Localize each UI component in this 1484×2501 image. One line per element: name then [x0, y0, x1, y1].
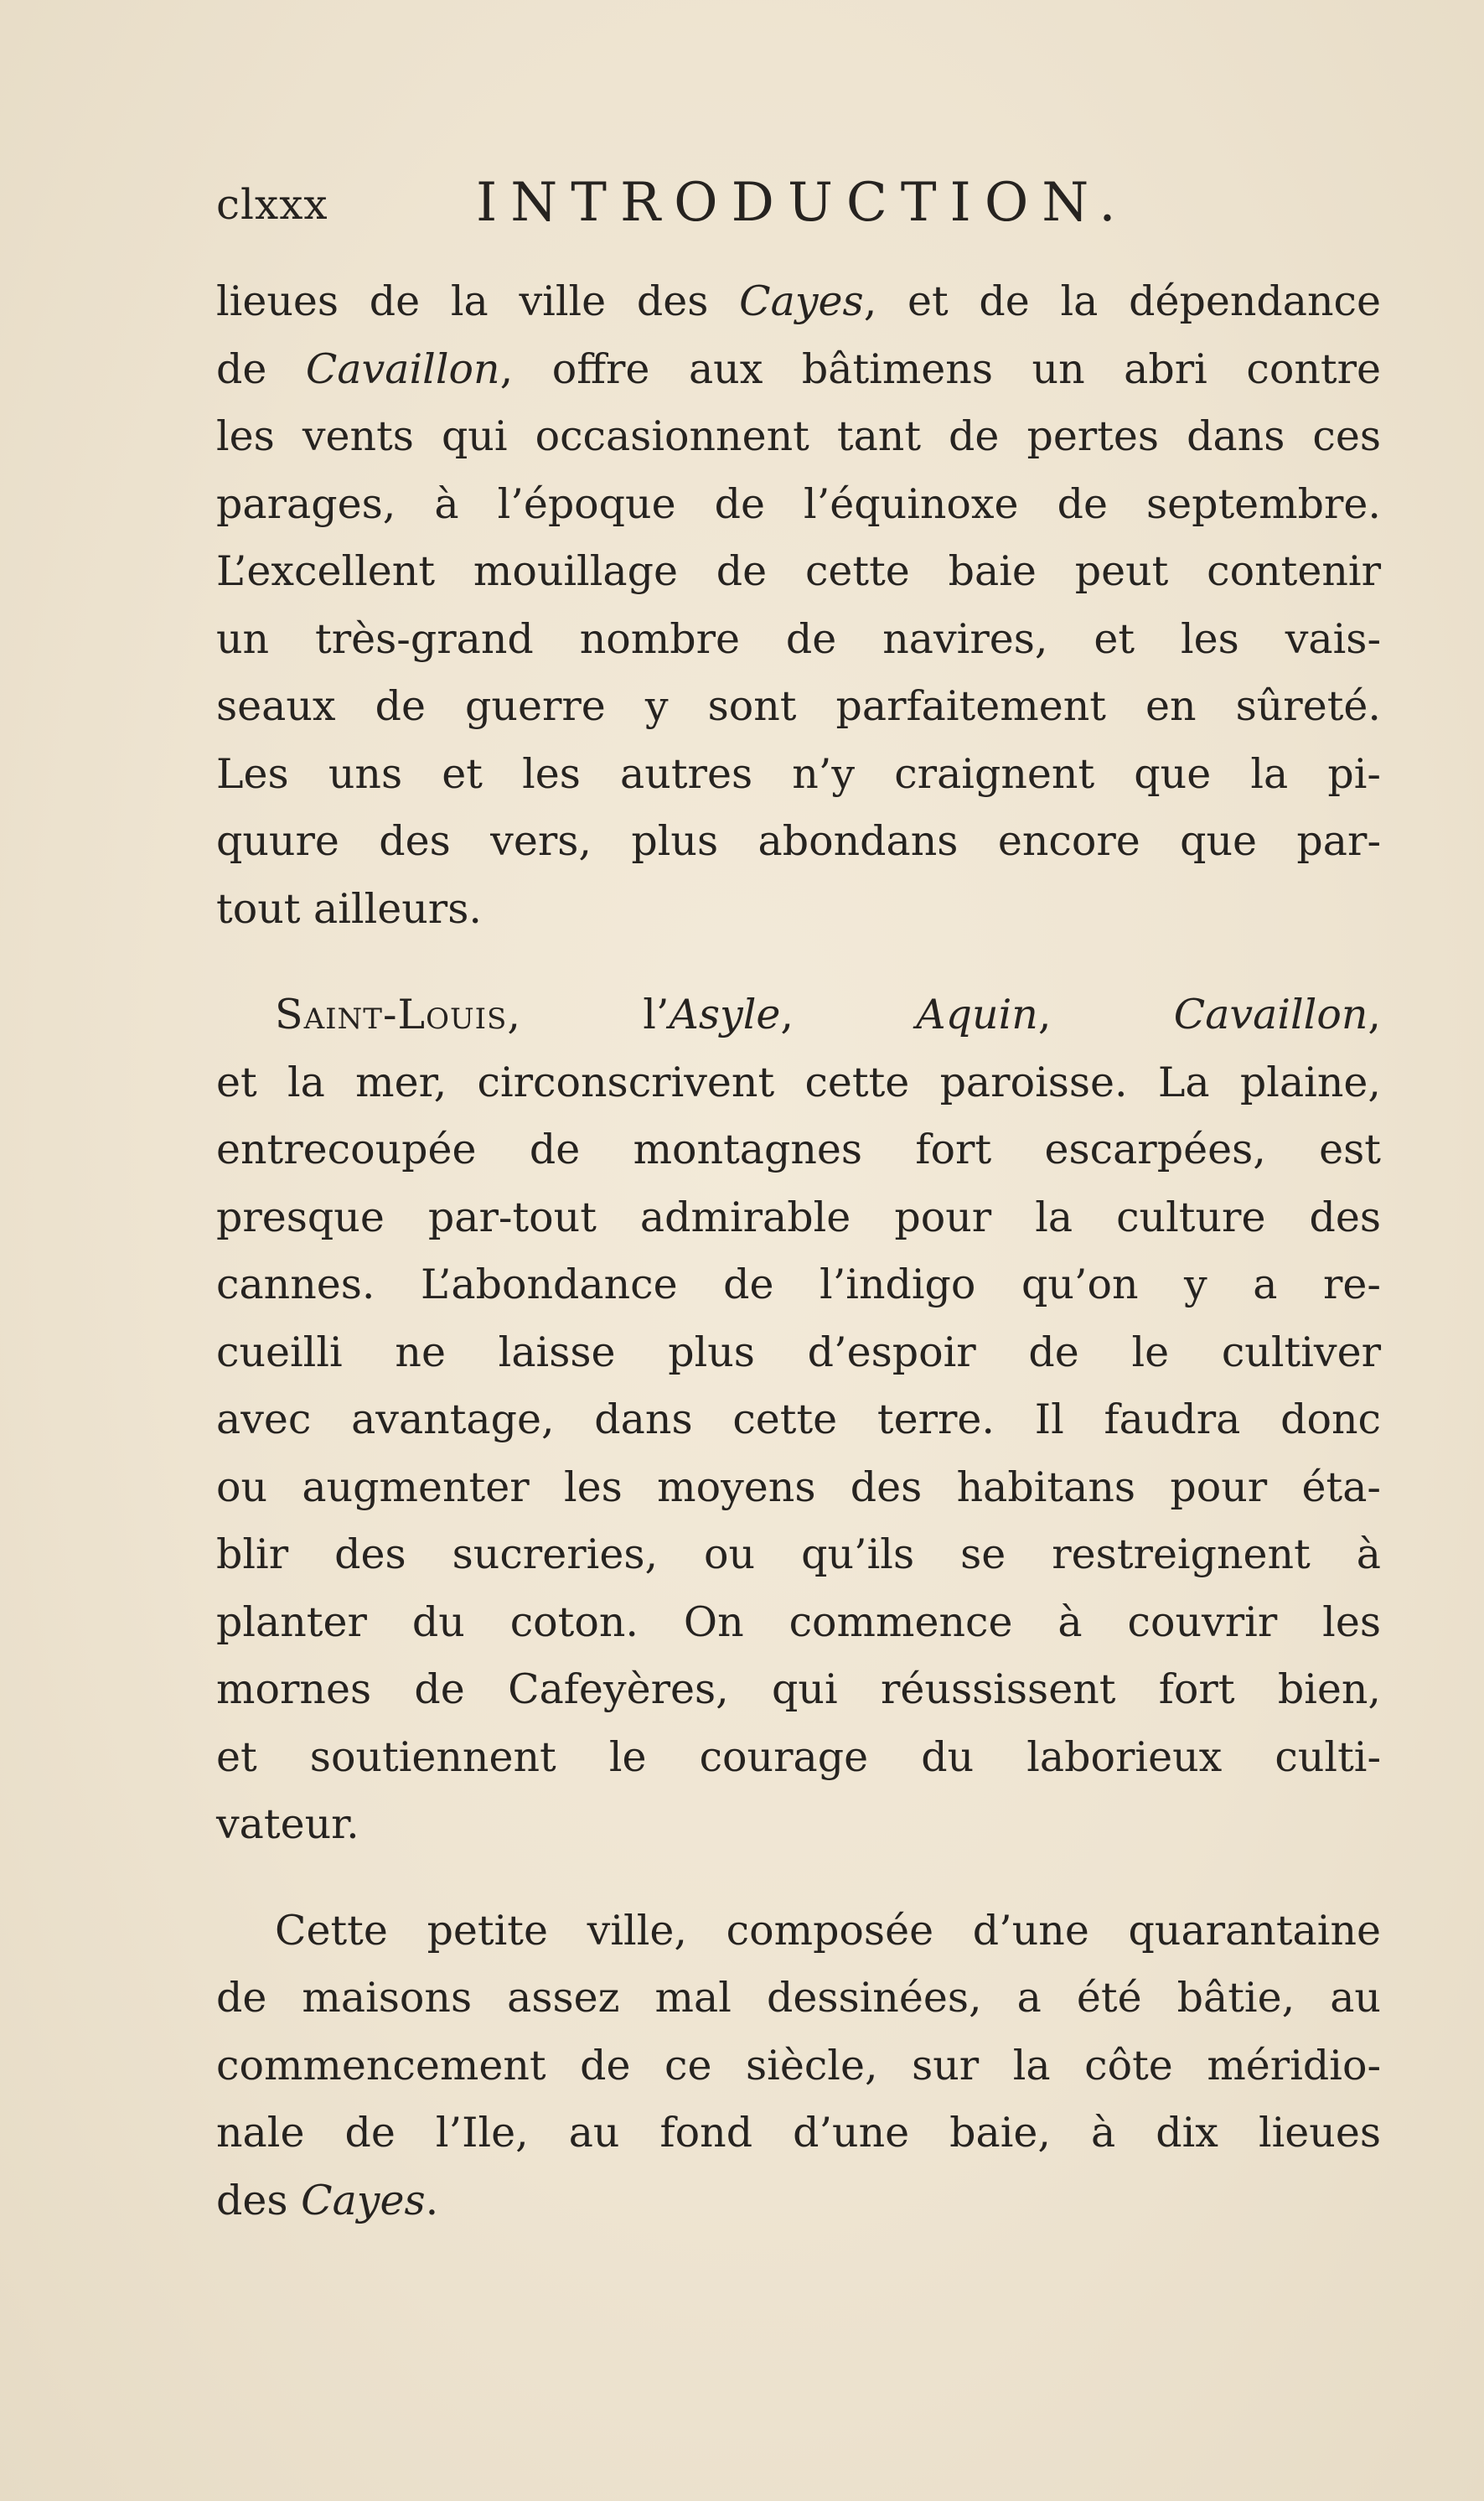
page-header — [216, 172, 1322, 239]
text-line: et la mer, circonscrivent cette paroisse. La plaine, — [216, 1058, 1381, 1106]
page-number: clxxx — [216, 180, 328, 229]
text-line: mornes de Cafeyères, qui réussissent fort bien, — [216, 1665, 1381, 1713]
paragraph-1 — [216, 268, 1381, 943]
text-line: seaux de guerre y sont parfaitement en sûreté. — [216, 682, 1381, 730]
text-line: commencement de ce siècle, sur la côte méridio- — [216, 2041, 1381, 2089]
running-title: INTRODUCTION. — [476, 172, 1130, 234]
text-line: blir des sucreries, ou qu’ils se restreignent à — [216, 1530, 1381, 1578]
italic-place-name: Aquin — [916, 991, 1038, 1038]
italic-place-name: Cavaillon — [1173, 991, 1368, 1038]
text-line: de maisons assez mal dessinées, a été bâtie, au — [216, 1974, 1381, 2022]
paragraph-gap — [216, 943, 1381, 981]
text-body — [216, 268, 1381, 2234]
text-line: planter du coton. On commence à couvrir les — [216, 1597, 1381, 1646]
text-run: , offre aux bâtimens un abri contre — [499, 344, 1381, 393]
text-run: , — [1368, 991, 1381, 1038]
text-line: vateur. — [216, 1800, 359, 1848]
text-line — [216, 2167, 1381, 2235]
text-run: , et de la dépendance — [863, 277, 1381, 325]
text-line: un très-grand nombre de navires, et les vais- — [216, 614, 1381, 663]
small-caps-place-name: Saint-Louis — [275, 991, 508, 1038]
italic-place-name: Cavaillon — [305, 344, 500, 393]
text-run: de — [216, 344, 306, 393]
italic-place-name: Cayes — [301, 2176, 426, 2224]
paragraph-2 — [216, 981, 1381, 1859]
text-line: quure des vers, plus abondans encore que par- — [216, 817, 1381, 865]
text-line: L’excellent mouillage de cette baie peut contenir — [216, 547, 1381, 595]
text-line: les vents qui occasionnent tant de pertes dans ces — [216, 412, 1381, 460]
text-line: tout ailleurs. — [216, 884, 482, 933]
text-run: , l’ — [507, 991, 670, 1038]
italic-place-name: Cayes — [739, 277, 864, 325]
text-line: entrecoupée de montagnes fort escarpées, est — [216, 1126, 1381, 1173]
text-run: , — [1037, 991, 1174, 1038]
text-line: et soutiennent le courage du laborieux culti- — [216, 1732, 1381, 1781]
paragraph-gap — [216, 1859, 1381, 1898]
text-line — [216, 268, 1381, 336]
text-line — [216, 336, 1381, 404]
italic-place-name: Asyle — [669, 991, 781, 1038]
text-line: nale de l’Ile, au fond d’une baie, à dix lieues — [216, 2109, 1381, 2157]
text-line: presque par-tout admirable pour la culture des — [216, 1193, 1381, 1241]
text-run: . — [425, 2176, 439, 2224]
text-run: des — [216, 2176, 302, 2224]
paragraph-3 — [216, 1898, 1381, 2235]
text-line: cueilli ne laisse plus d’espoir de le cultiver — [216, 1328, 1381, 1376]
text-line: ou augmenter les moyens des habitans pour éta- — [216, 1463, 1381, 1511]
text-line: cannes. L’abondance de l’indigo qu’on y a re- — [216, 1261, 1381, 1308]
text-line: avec avantage, dans cette terre. Il faudra donc — [216, 1395, 1381, 1443]
text-line: Les uns et les autres n’y craignent que la pi- — [216, 749, 1381, 798]
text-run: lieues de la ville des — [216, 277, 740, 325]
text-line — [216, 981, 1381, 1049]
text-run: , — [780, 991, 917, 1038]
text-line: parages, à l’époque de l’équinoxe de septembre. — [216, 479, 1381, 528]
text-line: Cette petite ville, composée d’une quarantaine — [275, 1906, 1381, 1955]
